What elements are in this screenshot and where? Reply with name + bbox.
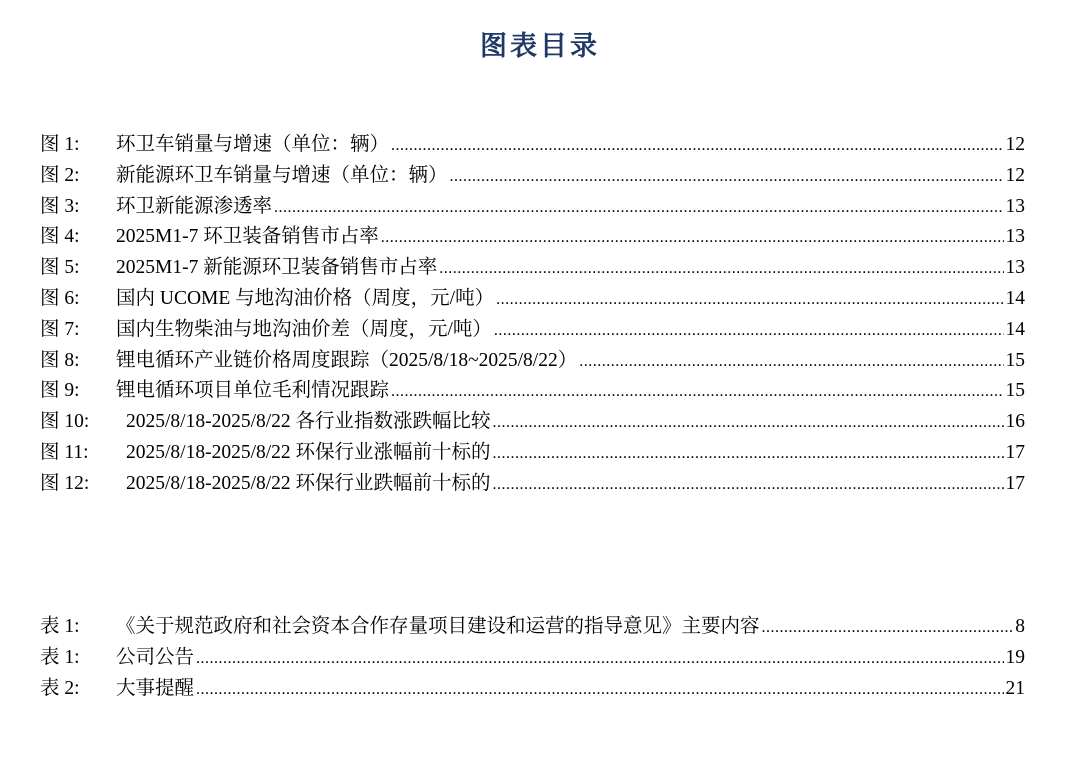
table-list (40, 612, 1025, 704)
entry-title[interactable]: 大事提醒 (116, 677, 195, 699)
dot-leader (439, 254, 1003, 285)
dot-leader (381, 223, 1004, 254)
dot-leader (493, 439, 1004, 470)
entry-title[interactable]: 2025/8/18-2025/8/22 环保行业涨幅前十标的 (126, 441, 491, 463)
page-number[interactable]: 16 (1005, 411, 1025, 433)
page-number[interactable]: 14 (1005, 318, 1025, 340)
entry-number: 表 1: (40, 616, 80, 637)
entry-number: 图 1: (40, 134, 80, 155)
entry-title[interactable]: 国内 UCOME 与地沟油价格（周度，元/吨） (116, 287, 495, 309)
dot-leader (493, 470, 1004, 501)
entry-number: 图 11: (40, 441, 89, 463)
page-number[interactable]: 15 (1005, 380, 1025, 402)
page-number[interactable]: 15 (1005, 349, 1025, 371)
toc-entry[interactable] (40, 130, 1025, 161)
toc-entry[interactable] (40, 612, 1025, 643)
toc-entry[interactable] (40, 253, 1025, 284)
entry-number: 表 1: (40, 646, 80, 668)
toc-entry[interactable] (40, 346, 1025, 377)
entry-title[interactable]: 国内生物柴油与地沟油价差（周度，元/吨） (116, 318, 492, 340)
dot-leader (493, 408, 1004, 439)
page-title: 图表目录 (480, 31, 600, 62)
toc-entry[interactable] (40, 469, 1025, 500)
toc-entry[interactable] (40, 222, 1025, 253)
toc-entry[interactable] (40, 438, 1025, 469)
page-number[interactable]: 19 (1005, 646, 1025, 668)
page-number[interactable]: 21 (1005, 677, 1025, 699)
entry-number: 图 10: (40, 411, 90, 433)
dot-leader (450, 162, 1004, 193)
entry-title[interactable]: 环卫车销量与增速（单位：辆） (116, 134, 390, 155)
dot-leader (762, 613, 1013, 644)
toc-entry[interactable] (40, 192, 1025, 223)
page-number[interactable]: 13 (1005, 226, 1025, 248)
entry-number: 图 3: (40, 195, 80, 217)
page-number[interactable]: 13 (1005, 257, 1025, 279)
dot-leader (579, 347, 1003, 378)
entry-number: 图 8: (40, 349, 80, 371)
entry-number: 图 2: (40, 164, 80, 186)
entry-number: 图 5: (40, 257, 80, 279)
toc-entry[interactable] (40, 376, 1025, 407)
entry-title[interactable]: 2025/8/18-2025/8/22 各行业指数涨跌幅比较 (126, 411, 491, 433)
entry-number: 图 4: (40, 226, 80, 248)
entry-number: 表 2: (40, 677, 80, 699)
entry-title[interactable]: 锂电循环项目单位毛利情况跟踪 (116, 380, 390, 402)
toc-entry[interactable] (40, 643, 1025, 674)
page-number[interactable]: 17 (1005, 441, 1025, 463)
dot-leader (196, 675, 1003, 706)
toc-entry[interactable] (40, 315, 1025, 346)
entry-title[interactable]: 2025/8/18-2025/8/22 环保行业跌幅前十标的 (126, 472, 491, 494)
figure-list (40, 130, 1025, 500)
page-number[interactable]: 17 (1005, 472, 1025, 494)
toc-entry[interactable] (40, 674, 1025, 705)
page-number[interactable]: 14 (1005, 287, 1025, 309)
page-number[interactable]: 12 (1005, 134, 1025, 155)
toc-entry[interactable] (40, 284, 1025, 315)
dot-leader (391, 377, 1003, 408)
page-number[interactable]: 8 (1015, 616, 1025, 637)
entry-number: 图 7: (40, 318, 80, 340)
dot-leader (196, 644, 1003, 675)
entry-title[interactable]: 环卫新能源渗透率 (116, 195, 273, 217)
entry-title[interactable]: 锂电循环产业链价格周度跟踪（2025/8/18~2025/8/22） (116, 349, 578, 371)
page-number[interactable]: 12 (1005, 164, 1025, 186)
toc-entry[interactable] (40, 407, 1025, 438)
toc-entry[interactable] (40, 161, 1025, 192)
entry-title[interactable]: 2025M1-7 新能源环卫装备销售市占率 (116, 257, 438, 279)
entry-number: 图 9: (40, 380, 80, 402)
dot-leader (494, 316, 1004, 347)
entry-number: 图 6: (40, 287, 80, 309)
entry-title[interactable]: 新能源环卫车销量与增速（单位：辆） (116, 164, 448, 186)
page-number[interactable]: 13 (1005, 195, 1025, 217)
dot-leader (391, 131, 1003, 162)
dot-leader (496, 285, 1003, 316)
entry-title[interactable]: 《关于规范政府和社会资本合作存量项目建设和运营的指导意见》主要内容 (116, 616, 760, 637)
entry-title[interactable]: 公司公告 (116, 646, 195, 668)
entry-number: 图 12: (40, 472, 90, 494)
entry-title[interactable]: 2025M1-7 环卫装备销售市占率 (116, 226, 379, 248)
dot-leader (274, 193, 1003, 224)
